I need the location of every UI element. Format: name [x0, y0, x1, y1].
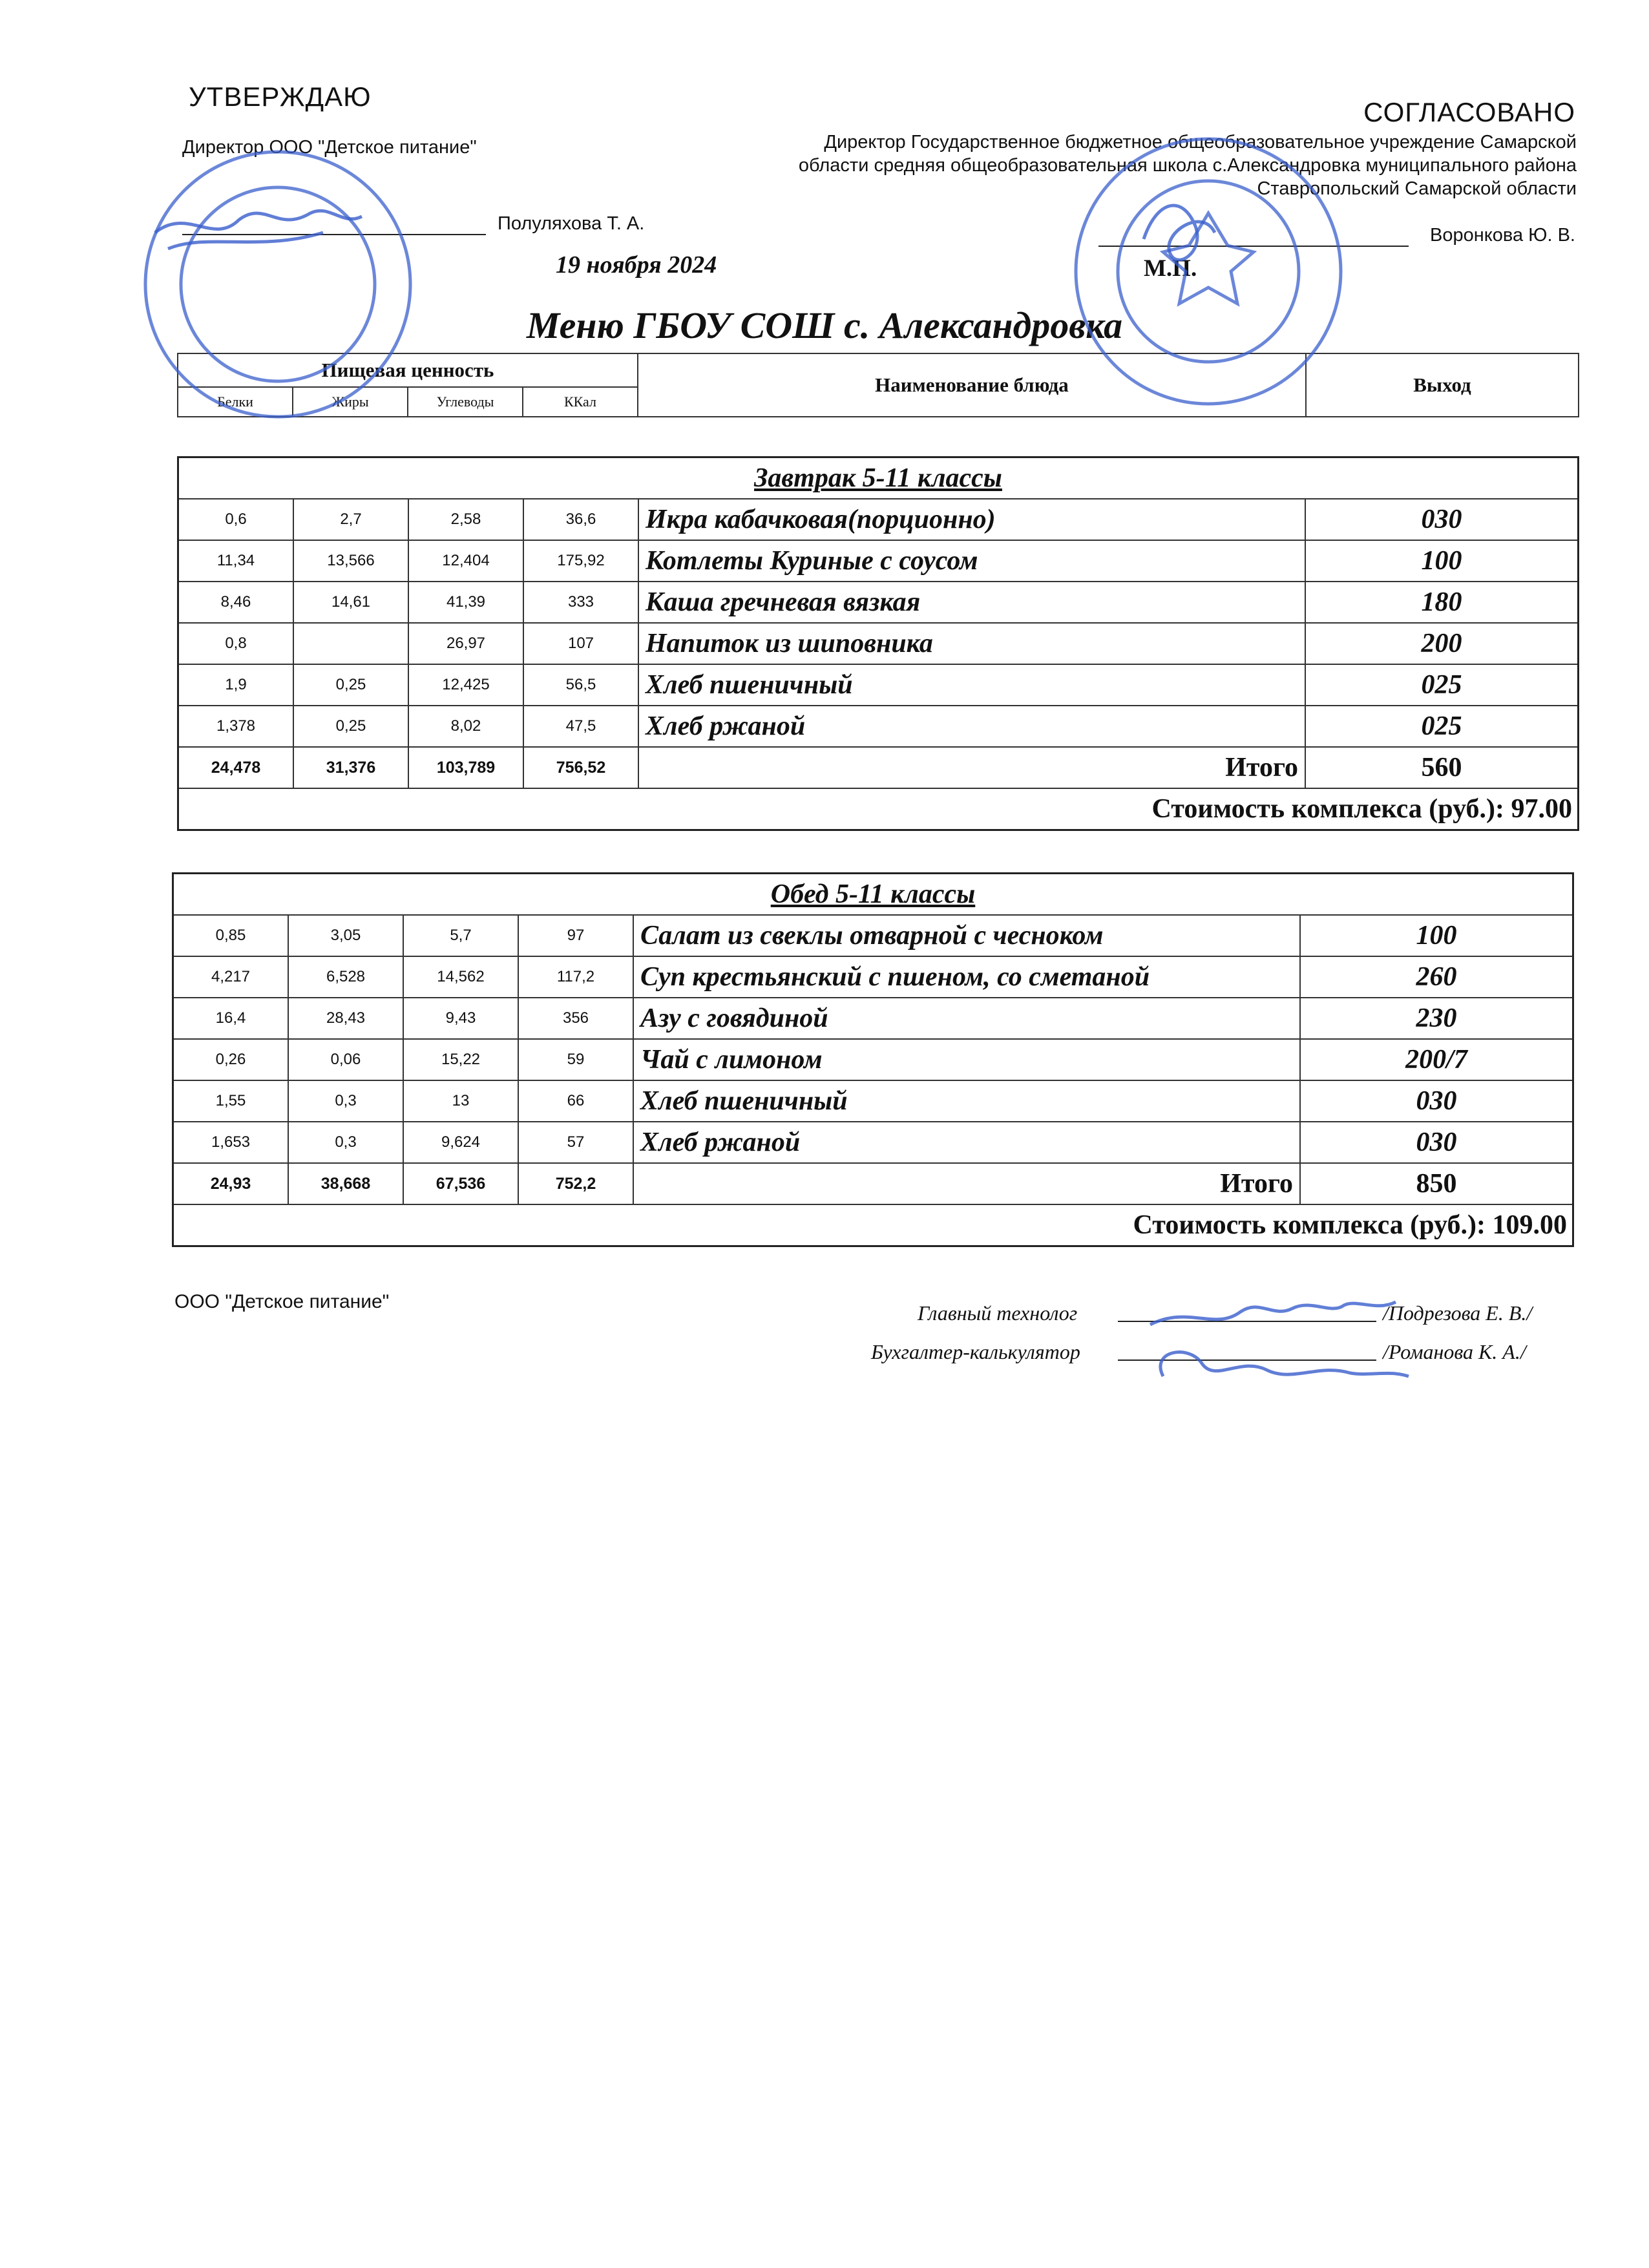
kcal-cell: 356 [518, 998, 633, 1039]
breakfast-cost: Стоимость комплекса (руб.): 97.00 [178, 788, 1579, 830]
proteins-cell: 8,46 [178, 582, 294, 623]
total-label: Итого [633, 1163, 1300, 1204]
kcal-cell: 57 [518, 1122, 633, 1163]
agree-signature-line [1098, 246, 1409, 247]
dish-cell: Хлеб ржаной [633, 1122, 1300, 1163]
carbs-cell: 14,562 [403, 956, 518, 998]
output-cell: 030 [1300, 1122, 1573, 1163]
proteins-cell: 0,6 [178, 499, 294, 540]
table-row [173, 998, 1573, 1039]
table-row [178, 582, 1579, 623]
dish-cell: Котлеты Куриные с соусом [638, 540, 1305, 582]
document-title: Меню ГБОУ СОШ с. Александровка [526, 304, 1123, 346]
dish-header: Наименование блюда [638, 353, 1306, 417]
carbs-header: Углеводы [408, 387, 523, 417]
kcal-header: ККал [523, 387, 638, 417]
table-row [173, 1080, 1573, 1122]
table-row [173, 1039, 1573, 1080]
approve-signature-line [182, 234, 486, 235]
kcal-cell: 333 [523, 582, 638, 623]
approve-role: Директор ООО "Детское питание" [182, 137, 477, 158]
fats-cell: 0,3 [288, 1080, 403, 1122]
chief-technologist-label: Главный технолог [918, 1301, 1078, 1325]
proteins-header: Белки [178, 387, 293, 417]
lunch-cost: Стоимость комплекса (руб.): 109.00 [173, 1204, 1573, 1246]
output-cell: 030 [1305, 499, 1579, 540]
kcal-cell: 66 [518, 1080, 633, 1122]
kcal-cell: 36,6 [523, 499, 638, 540]
dish-cell: Салат из свеклы отварной с чесноком [633, 915, 1300, 956]
lunch-table [172, 872, 1574, 1247]
dish-cell: Икра кабачковая(порционно) [638, 499, 1305, 540]
dish-cell: Хлеб ржаной [638, 706, 1305, 747]
dish-cell: Азу с говядиной [633, 998, 1300, 1039]
output-cell: 230 [1300, 998, 1573, 1039]
agree-role: Директор Государственное бюджетное общеобразовательное учреждение Самарской области средняя общеобразовательная школа с.Александровка муниципального района Ставропольский Самарской области [798, 132, 1577, 199]
proteins-cell: 11,34 [178, 540, 294, 582]
total-fats: 31,376 [293, 747, 408, 788]
table-row [178, 540, 1579, 582]
organization-name: ООО "Детское питание" [174, 1291, 390, 1312]
kcal-cell: 117,2 [518, 956, 633, 998]
output-cell: 180 [1305, 582, 1579, 623]
fats-cell: 28,43 [288, 998, 403, 1039]
chief-technologist-name: /Подрезова Е. В./ [1383, 1301, 1533, 1325]
stamp-place-label: М.П. [1144, 255, 1197, 282]
proteins-cell: 0,26 [173, 1039, 289, 1080]
proteins-cell: 16,4 [173, 998, 289, 1039]
director-signature [155, 211, 362, 249]
table-row [173, 956, 1573, 998]
agree-name: Воронкова Ю. В. [1430, 225, 1575, 246]
total-row [173, 1163, 1573, 1204]
fats-cell: 0,06 [288, 1039, 403, 1080]
table-row [173, 915, 1573, 956]
fats-cell: 0,3 [288, 1122, 403, 1163]
fats-cell: 3,05 [288, 915, 403, 956]
carbs-cell: 5,7 [403, 915, 518, 956]
carbs-cell: 26,97 [408, 623, 523, 664]
total-output: 850 [1300, 1163, 1573, 1204]
total-output: 560 [1305, 747, 1579, 788]
table-row [178, 499, 1579, 540]
total-label: Итого [638, 747, 1305, 788]
carbs-cell: 13 [403, 1080, 518, 1122]
approve-name: Полуляхова Т. А. [498, 213, 645, 234]
fats-cell: 2,7 [293, 499, 408, 540]
kcal-cell: 59 [518, 1039, 633, 1080]
kcal-cell: 56,5 [523, 664, 638, 706]
fats-cell: 6,528 [288, 956, 403, 998]
table-row [178, 623, 1579, 664]
kcal-cell: 97 [518, 915, 633, 956]
dish-cell: Хлеб пшеничный [638, 664, 1305, 706]
total-proteins: 24,478 [178, 747, 294, 788]
column-header-table [177, 353, 1579, 417]
proteins-cell: 1,9 [178, 664, 294, 706]
output-cell: 100 [1305, 540, 1579, 582]
total-carbs: 67,536 [403, 1163, 518, 1204]
carbs-cell: 41,39 [408, 582, 523, 623]
breakfast-title: Завтрак 5-11 классы [178, 457, 1579, 499]
accountant-label: Бухгалтер-калькулятор [871, 1340, 1080, 1363]
fats-cell: 0,25 [293, 664, 408, 706]
table-row [178, 706, 1579, 747]
total-kcal: 752,2 [518, 1163, 633, 1204]
fats-cell: 14,61 [293, 582, 408, 623]
dish-cell: Каша гречневая вязкая [638, 582, 1305, 623]
carbs-cell: 9,43 [403, 998, 518, 1039]
breakfast-table [177, 456, 1579, 831]
carbs-cell: 12,404 [408, 540, 523, 582]
lunch-title: Обед 5-11 классы [173, 874, 1573, 916]
nutrition-header: Пищевая ценность [178, 353, 638, 387]
carbs-cell: 15,22 [403, 1039, 518, 1080]
total-proteins: 24,93 [173, 1163, 289, 1204]
proteins-cell: 1,653 [173, 1122, 289, 1163]
output-cell: 200/7 [1300, 1039, 1573, 1080]
proteins-cell: 4,217 [173, 956, 289, 998]
output-cell: 030 [1300, 1080, 1573, 1122]
proteins-cell: 1,378 [178, 706, 294, 747]
kcal-cell: 107 [523, 623, 638, 664]
carbs-cell: 12,425 [408, 664, 523, 706]
output-header: Выход [1306, 353, 1579, 417]
principal-signature [1144, 205, 1215, 260]
kcal-cell: 47,5 [523, 706, 638, 747]
accountant-signature-line [1118, 1360, 1376, 1361]
kcal-cell: 175,92 [523, 540, 638, 582]
output-cell: 025 [1305, 664, 1579, 706]
accountant-name: /Романова К. А./ [1383, 1340, 1526, 1363]
output-cell: 260 [1300, 956, 1573, 998]
dish-cell: Хлеб пшеничный [633, 1080, 1300, 1122]
approve-title: УТВЕРЖДАЮ [189, 81, 372, 112]
dish-cell: Суп крестьянский с пшеном, со сметаной [633, 956, 1300, 998]
fats-cell: 0,25 [293, 706, 408, 747]
dish-cell: Напиток из шиповника [638, 623, 1305, 664]
total-carbs: 103,789 [408, 747, 523, 788]
fats-header: Жиры [293, 387, 408, 417]
output-cell: 100 [1300, 915, 1573, 956]
carbs-cell: 9,624 [403, 1122, 518, 1163]
table-row [173, 1122, 1573, 1163]
chief-technologist-signature-line [1118, 1321, 1376, 1322]
approve-date: 19 ноября 2024 [556, 251, 717, 278]
table-row [178, 664, 1579, 706]
fats-cell [293, 623, 408, 664]
total-fats: 38,668 [288, 1163, 403, 1204]
total-row [178, 747, 1579, 788]
output-cell: 200 [1305, 623, 1579, 664]
agree-title: СОГЛАСОВАНО [1363, 97, 1575, 127]
fats-cell: 13,566 [293, 540, 408, 582]
dish-cell: Чай с лимоном [633, 1039, 1300, 1080]
proteins-cell: 0,85 [173, 915, 289, 956]
carbs-cell: 2,58 [408, 499, 523, 540]
total-kcal: 756,52 [523, 747, 638, 788]
carbs-cell: 8,02 [408, 706, 523, 747]
proteins-cell: 1,55 [173, 1080, 289, 1122]
proteins-cell: 0,8 [178, 623, 294, 664]
output-cell: 025 [1305, 706, 1579, 747]
